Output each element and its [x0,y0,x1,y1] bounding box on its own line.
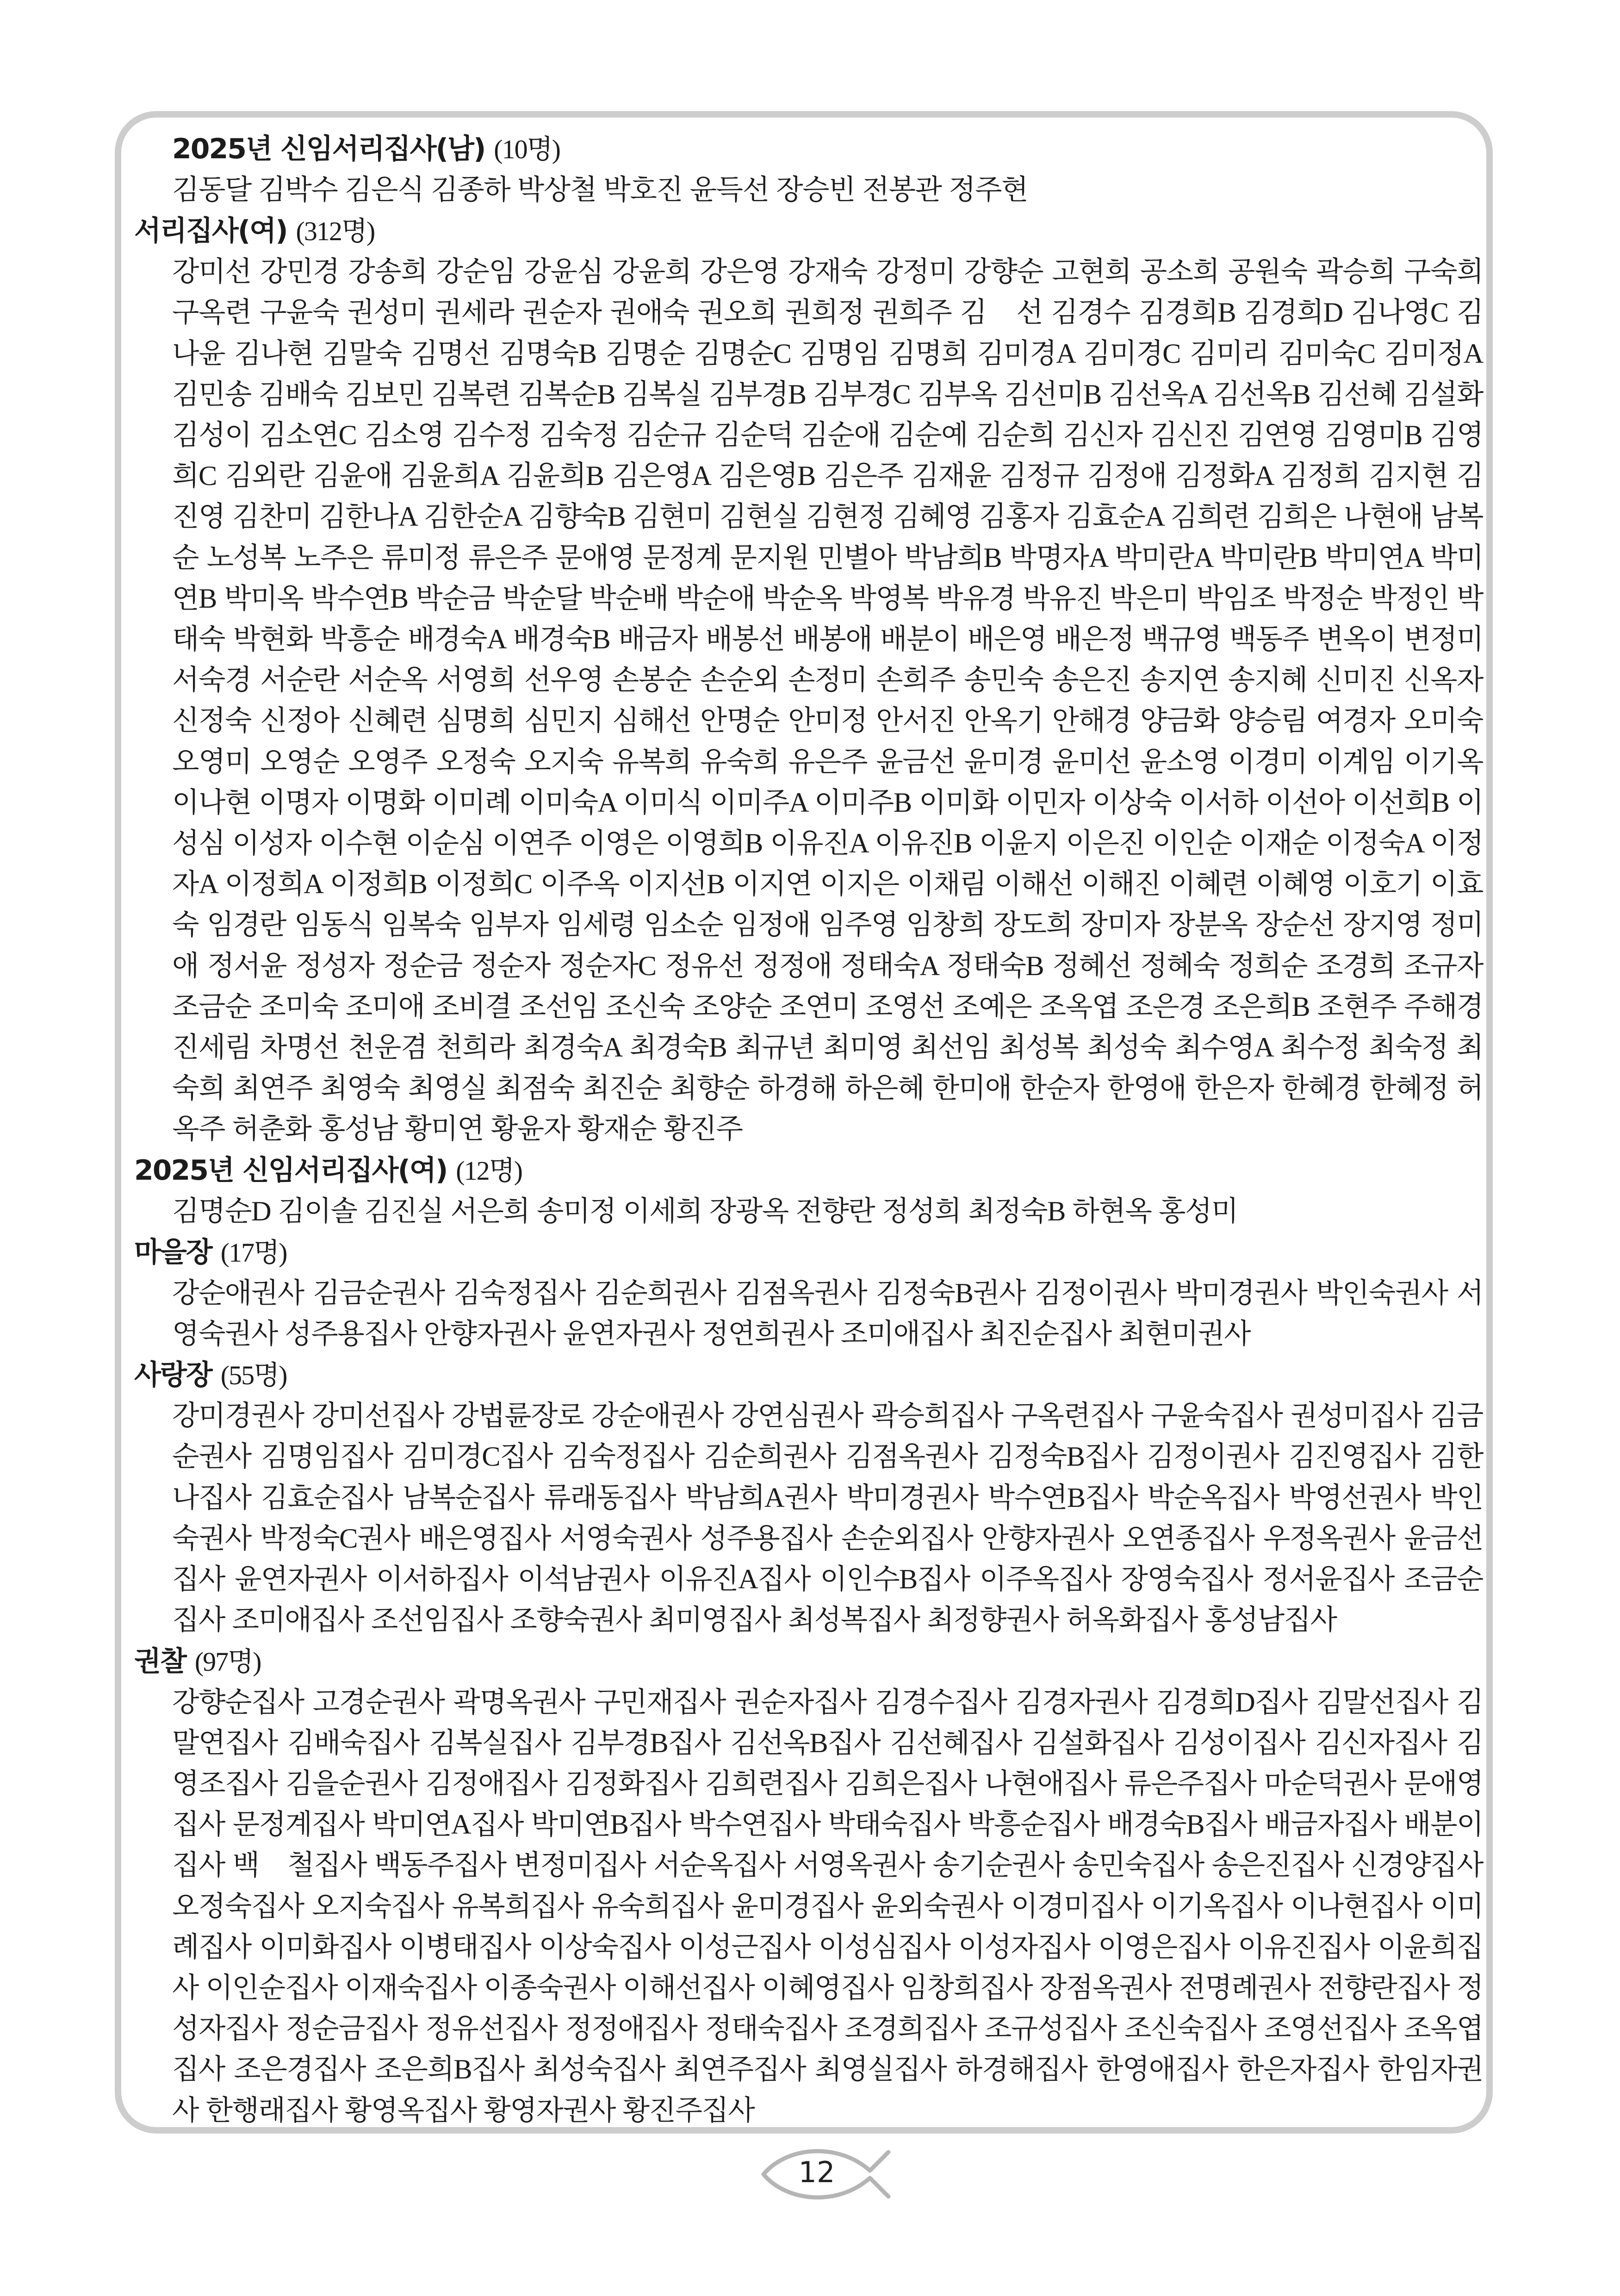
section-heading [134,1355,1483,1396]
member-list [134,129,1483,2131]
section-heading [134,211,1483,252]
section-count: (97명) [194,1646,261,1677]
name-list: 강미선 강민경 강송희 강순임 강윤심 강윤희 강은영 강재숙 강정미 강향순 고현희 공소희 공원숙 곽승희 구숙희 구옥련 구윤숙 권성미 권세라 권순자 권애숙 권오희 권희정 권희주 김 선 김경수 김경희B 김경희D 김나영C 김나윤 김나현 김말숙 김명선 김명숙B 김명순 김명순C 김명임 김명희 김미경A 김미경C 김미리 김미숙C 김미정A 김민송 김배숙 김보민 김복련 김복순B 김복실 김부경B 김부경C 김부옥 김선미B 김선옥A 김선옥B 김선혜 김설화 김성이 김소연C 김소영 김수정 김숙정 김순규 김순덕 김순애 김순예 김순희 김신자 김신진 김연영 김영미B 김영희C 김외란 김윤애 김윤희A 김윤희B 김은영A 김은영B 김은주 김재윤 김정규 김정애 김정화A 김정희 김지현 김진영 김찬미 김한나A 김한순A 김향숙B 김현미 김현실 김현정 김혜영 김홍자 김효순A 김희련 김희은 나현애 남복순 노성복 노주은 류미정 류은주 문애영 문정계 문지원 민별아 박남희B 박명자A 박미란A 박미란B 박미연A 박미연B 박미옥 박수연B 박순금 박순달 박순배 박순애 박순옥 박영복 박유경 박유진 박은미 박임조 박정순 박정인 박태숙 박현화 박흥순 배경숙A 배경숙B 배금자 배봉선 배봉애 배분이 배은영 배은정 백규영 백동주 변옥이 변정미 서숙경 서순란 서순옥 서영희 선우영 손봉순 손순외 손정미 손희주 송민숙 송은진 송지연 송지혜 신미진 신옥자 신정숙 신정아 신혜련 심명희 심민지 심해선 안명순 안미정 안서진 안옥기 안해경 양금화 양승림 여경자 오미숙 오영미 오영순 오영주 오정숙 오지숙 유복희 유숙희 유은주 윤금선 윤미경 윤미선 윤소영 이경미 이계임 이기옥 이나현 이명자 이명화 이미례 이미숙A 이미식 이미주A 이미주B 이미화 이민자 이상숙 이서하 이선아 이선희B 이성심 이성자 이수현 이순심 이연주 이영은 이영희B 이유진A 이유진B 이윤지 이은진 이인순 이재순 이정숙A 이정자A 이정희A 이정희B 이정희C 이주옥 이지선B 이지연 이지은 이채림 이해선 이해진 이혜련 이혜영 이호기 이효숙 임경란 임동식 임복숙 임부자 임세령 임소순 임정애 임주영 임창희 장도희 장미자 장분옥 장순선 장지영 정미애 정서윤 정성자 정순금 정순자 정순자C 정유선 정정애 정태숙A 정태숙B 정혜선 정혜숙 정희순 조경희 조규자 조금순 조미숙 조미애 조비결 조선임 조신숙 조양순 조연미 조영선 조예은 조옥엽 조은경 조은희B 조현주 주해경 진세림 차명선 천운겸 천희라 최경숙A 최경숙B 최규년 최미영 최선임 최성복 최성숙 최수영A 최수정 최숙정 최숙희 최연주 최영숙 최영실 최점숙 최진순 최향순 하경해 하은혜 한미애 한순자 한영애 한은자 한혜경 한혜정 허옥주 허춘화 홍성남 황미연 황윤자 황재순 황진주 [172,256,1483,1145]
section-title: 서리집사(여) [134,215,287,248]
name-list: 강미경권사 강미선집사 강법륜장로 강순애권사 강연심권사 곽승희집사 구옥련집사 구윤숙집사 권성미집사 김금순권사 김명임집사 김미경C집사 김숙정집사 김순희권사 김점옥권사 김정숙B집사 김정이권사 김진영집사 김한나집사 김효순집사 남복순집사 류래동집사 박남희A권사 박미경권사 박수연B집사 박순옥집사 박영선권사 박인숙권사 박정숙C권사 배은영집사 서영숙권사 성주용집사 손순외집사 안향자권사 오연종집사 우정옥권사 윤금선집사 윤연자권사 이서하집사 이석남권사 이유진A집사 이인수B집사 이주옥집사 장영숙집사 정서윤집사 조금순집사 조미애집사 조선임집사 조향숙권사 최미영집사 최성복집사 최정향권사 허옥화집사 홍성남집사 [172,1400,1483,1636]
section-exhorters [134,1641,1483,2131]
section-heading [134,1150,1483,1191]
page-footer [759,2142,893,2207]
section-new-deacons-female [134,1150,1483,1232]
section-count: (17명) [220,1237,287,1268]
name-list: 강향순집사 고경순권사 곽명옥권사 구민재집사 권순자집사 김경수집사 김경자권사 김경희D집사 김말선집사 김말연집사 김배숙집사 김복실집사 김부경B집사 김선옥B집사 김선혜집사 김설화집사 김성이집사 김신자집사 김영조집사 김을순권사 김정애집사 김정화집사 김희련집사 김희은집사 나현애집사 류은주집사 마순덕권사 문애영집사 문정계집사 박미연A집사 박미연B집사 박수연집사 박태숙집사 박흥순집사 배경숙B집사 배금자집사 배분이집사 백 철집사 백동주집사 변정미집사 서순옥집사 서영옥권사 송기순권사 송민숙집사 송은진집사 신경양집사 오정숙집사 오지숙집사 유복희집사 유숙희집사 윤미경집사 윤외숙권사 이경미집사 이기옥집사 이나현집사 이미례집사 이미화집사 이병태집사 이상숙집사 이성근집사 이성심집사 이성자집사 이영은집사 이유진집사 이윤희집사 이인순집사 이재숙집사 이종숙권사 이해선집사 이혜영집사 임창희집사 장점옥권사 전명례권사 전향란집사 정성자집사 정순금집사 정유선집사 정정애집사 정태숙집사 조경희집사 조규성집사 조신숙집사 조영선집사 조옥엽집사 조은경집사 조은희B집사 최성숙집사 최연주집사 최영실집사 하경해집사 한영애집사 한은자집사 한임자권사 한행래집사 황영옥집사 황영자권사 황진주집사 [172,1686,1483,2126]
name-list: 김동달 김박수 김은식 김종하 박상철 박호진 윤득선 장승빈 전봉관 정주현 [172,174,1028,205]
section-new-deacons-male [134,129,1483,211]
section-count: (55명) [220,1360,287,1391]
section-count: (10명) [494,134,560,164]
section-heading [134,1232,1483,1273]
section-title: 2025년 신임서리집사(여) [134,1154,447,1187]
section-title: 권찰 [134,1645,186,1678]
section-deacons-female [134,211,1483,1150]
name-list: 강순애권사 김금순권사 김숙정집사 김순희권사 김점옥권사 김정숙B권사 김정이권사 박미경권사 박인숙권사 서영숙권사 성주용집사 안향자권사 윤연자권사 정연희권사 조미애집사 최진순집사 최현미권사 [172,1277,1483,1350]
section-count: (12명) [456,1155,522,1186]
page-number: 12 [798,2155,835,2189]
section-village-leaders [134,1232,1483,1355]
section-title: 마을장 [134,1236,212,1269]
section-heading [134,1641,1483,1682]
section-count: (312명) [296,216,375,247]
section-heading [134,129,1483,170]
section-love-leaders [134,1355,1483,1641]
name-list: 김명순D 김이솔 김진실 서은희 송미정 이세희 장광옥 전향란 정성희 최정숙B 하현옥 홍성미 [172,1195,1238,1227]
section-title: 2025년 신임서리집사(남) [172,133,485,165]
section-title: 사랑장 [134,1359,212,1392]
